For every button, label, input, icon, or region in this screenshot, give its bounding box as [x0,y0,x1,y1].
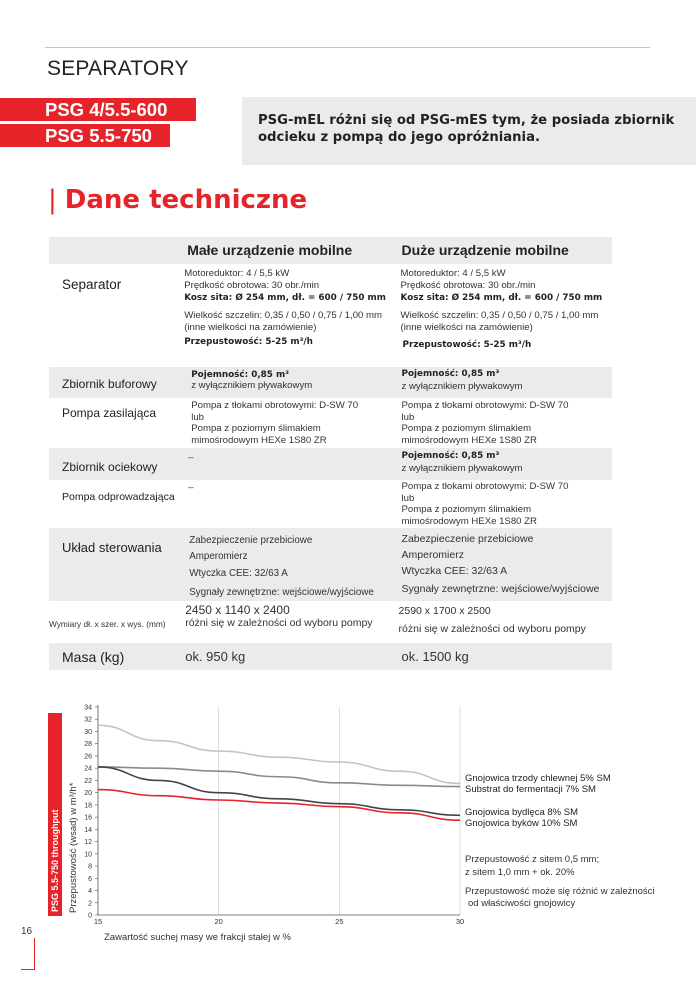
chart-note-2: z sitem 1,0 mm + ok. 20% [465,867,575,878]
chart-series [98,725,460,820]
table-row: Układ sterowania Zabezpieczenie przebiciowe Amperomierz Wtyczka CEE: 32/63 A Sygnały zewnętrzne: wejściowe/wyjściowe Zabezpieczenie przebiciowe Amperomierz Wtyczka CEE: 32/63 A Sygnały zewnętrzne: wejściowe/wyjściowe [49,528,612,601]
legend-entry: Gnojowica bydlęca 8% SM [465,807,578,818]
y-tick-label: 18 [84,802,92,810]
page-number: 16 [21,926,33,937]
series-line [98,790,460,821]
table-row: Pompa zasilająca Pompa z tłokami obrotowymi: D-SW 70 lub Pompa z poziomym ślimakiem mimośrodowym HEXe 1S80 ZR Pompa z tłokami obrotowymi: D-SW 70 lub Pompa z poziomym ślimakiem mimośrodowym HEXe 1S80 ZR [49,398,612,448]
table-row: Separator Motoreduktor: 4 / 5,5 kW Prędkość obrotowa: 30 obr./min Kosz sita: Ø 254 mm, dł. = 600 / 750 mm Wielkość szczelin: 0,35 / 0,50 / 0,75 / 1,00 mm (inne wielkości na zamówienie) Przepustowość: 5-25 m³/h Motoreduktor: 4 / 5,5 kW Prędkość obrotowa: 30 obr./min Kosz sita: Ø 254 mm, dł. = 600 / 750 mm Wielkość szczelin: 0,35 / 0,50 / 0,75 / 1,00 mm (inne wielkości na zamówienie) Przepustowość: 5-25 m³/h [49,264,612,367]
y-tick-label: 10 [84,851,92,859]
chart-y-axis-label: Przepustowość (wsad) w m³/h* [68,782,79,913]
chart-note-3: Przepustowość może się różnić w zależności [465,886,655,897]
row-label: Separator [49,264,181,367]
row-label: Zbiornik ociekowy [49,448,181,480]
x-tick-label: 25 [335,917,344,926]
legend-entry: Gnojowica trzody chlewnej 5% SM [465,773,611,784]
table-row: Zbiornik buforowy Pojemność: 0,85 m³ z wyłącznikiem pływakowym Pojemność: 0,85 m³ z wyłącznikiem pływakowym [49,367,612,398]
y-tick-label: 24 [84,765,92,773]
table-row: Pompa odprowadzająca – Pompa z tłokami obrotowymi: D-SW 70 lub Pompa z poziomym ślimakiem mimośrodowym HEXe 1S80 ZR [49,480,612,528]
y-tick-label: 12 [84,839,92,847]
corner-mark-horizontal [21,969,35,970]
y-tick-label: 14 [84,826,92,834]
table-row: Wymiary dł. x szer. x wys. (mm) 2450 x 1140 x 2400 różni się w zależności od wyboru pompy 2590 x 1700 x 2500 różni się w zależności od wyboru pompy [49,601,612,643]
y-tick-label: 6 [88,875,92,883]
legend-entry: Gnojowica byków 10% SM [465,818,578,829]
chart-x-axis-label: Zawartość suchej masy we frakcji stałej w % [104,932,291,943]
y-tick-label: 0 [88,912,92,920]
chart-note-4: od właściwości gnojowicy [468,898,576,909]
legend-entry: Substrat do fermentacji 7% SM [465,784,596,795]
y-tick-label: 30 [84,728,92,736]
section-title: SEPARATORY [47,57,189,80]
y-tick-label: 8 [88,863,92,871]
model-label-1: PSG 4/5.5-600 [0,98,196,121]
series-line [98,767,460,815]
table-row: Zbiornik ociekowy – Pojemność: 0,85 m³ z wyłącznikiem pływakowym [49,448,612,480]
x-tick-label: 20 [214,917,223,926]
y-tick-label: 26 [84,753,92,761]
col-large-header: Duże urządzenie mobilne [396,237,612,264]
chart-note-1: Przepustowość z sitem 0,5 mm; [465,854,600,865]
row-label: Wymiary dł. x szer. x wys. (mm) [49,601,181,643]
model-label-2: PSG 5.5-750 [0,124,170,147]
y-tick-label: 34 [84,704,92,712]
corner-mark-vertical [34,938,35,970]
y-tick-label: 22 [84,777,92,785]
col-small-header: Małe urządzenie mobilne [181,237,395,264]
chart-side-tag-text: PSG 5.5-750 throughput [50,809,60,912]
x-tick-label: 30 [455,917,465,926]
table-row: Masa (kg) ok. 950 kg ok. 1500 kg [49,643,612,670]
row-label: Pompa zasilająca [49,398,181,448]
y-tick-label: 32 [84,716,92,724]
heading-text: Dane techniczne [64,185,308,215]
row-label: Pompa odprowadzająca [49,480,181,528]
heading-bar: | [48,185,57,215]
series-line [98,767,460,787]
y-tick-label: 2 [88,900,92,908]
description-text: PSG-mEL różni się od PSG-mES tym, że posiada zbiornik odcieku z pompą do jego opróżniania. [258,113,675,145]
y-tick-label: 28 [84,741,92,749]
row-label: Układ sterowania [49,528,181,601]
row-label: Masa (kg) [49,643,181,670]
y-tick-label: 20 [84,790,92,798]
row-label: Zbiornik buforowy [49,367,181,398]
series-line [98,725,460,783]
y-tick-label: 16 [84,814,92,822]
y-tick-label: 4 [88,888,92,896]
x-tick-label: 15 [93,917,103,926]
chart-legend [465,773,611,829]
